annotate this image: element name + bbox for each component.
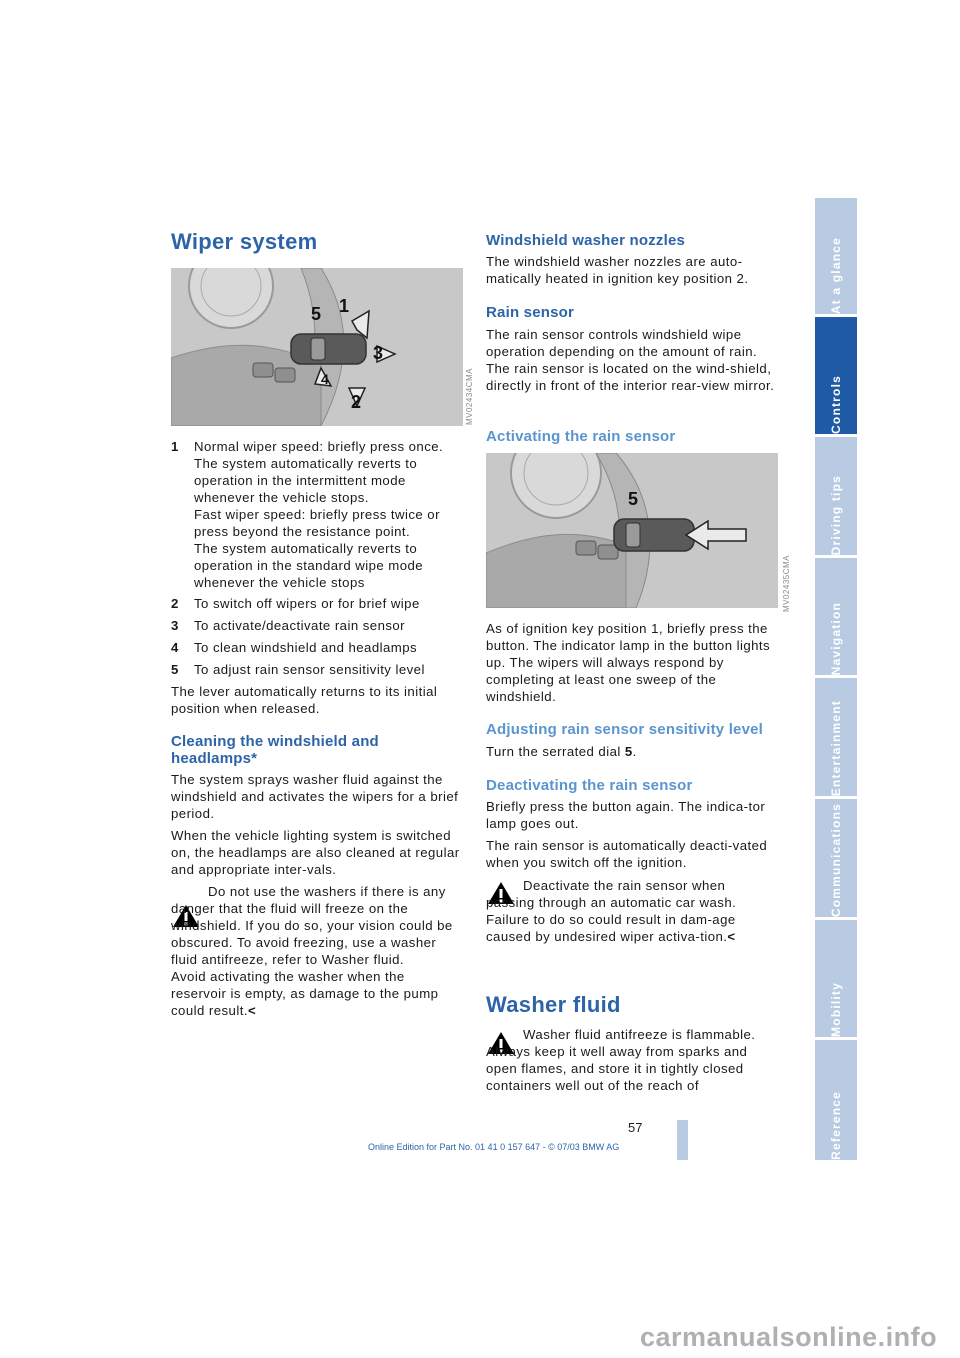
warning-flammable: Washer fluid antifreeze is flammable. Always keep it well away from sparks and open flames, and store it in tightly closed containers well out of the reach of: [486, 1027, 756, 1093]
list-item-number: 5: [171, 662, 179, 677]
activating-text: As of ignition key position 1, briefly press the button. The indicator lamp in the button lights up. The wipers will always respond by completing at least one sweep of the windshield.: [486, 621, 771, 704]
deactivating-paragraph-2: The rain sensor is automatically deacti-vated when you switch off the ignition.: [486, 838, 768, 870]
figure-code: MV02434CMA: [465, 368, 474, 426]
figure-label-1: 1: [339, 296, 350, 316]
figure-label-2: 2: [351, 392, 362, 412]
adjusting-text-pre: Turn the serrated dial: [486, 744, 625, 759]
tab-label: Mobility: [829, 982, 843, 1037]
deactivating-heading: Deactivating the rain sensor: [486, 777, 693, 794]
list-item: [171, 438, 463, 591]
tab-driving-tips[interactable]: [815, 437, 857, 555]
tab-communications[interactable]: [815, 799, 857, 917]
list-item-number: 1: [171, 439, 179, 454]
section-title-wiper-system: Wiper system: [171, 229, 318, 254]
section-title-washer-fluid: Washer fluid: [486, 992, 621, 1017]
rain-sensor-figure: [486, 453, 778, 608]
rain-sensor-heading: Rain sensor: [486, 304, 575, 321]
page-number-bar: [677, 1120, 688, 1160]
adjusting-text: [486, 743, 778, 760]
tab-label: Driving tips: [829, 474, 843, 555]
warning-washer-freeze-text: Do not use the washers if there is any danger that the fluid will freeze on the windshield. If you do so, your vision could be obscured. To avoid freezing, use a washer fluid antifreeze, refer to Washer fluid. Avoid activating the washer when the reservoir is empty, as damage to the pump could result.: [171, 884, 453, 1018]
list-item-number: 2: [171, 596, 179, 611]
tab-label: Communications: [829, 802, 843, 917]
warning-car-wash: [486, 877, 778, 945]
tab-at-a-glance[interactable]: [815, 198, 857, 314]
tab-controls[interactable]: [815, 317, 857, 434]
list-item: [171, 661, 463, 678]
page-number: 57: [628, 1120, 643, 1135]
cleaning-paragraph-2: When the vehicle lighting system is switched on, the headlamps are also cleaned at regular and appropriate inter-vals.: [171, 828, 460, 877]
tab-label: At a glance: [829, 236, 843, 314]
warning-washer-freeze: [171, 883, 463, 1019]
adjusting-heading: Adjusting rain sensor sensitivity level: [486, 721, 764, 738]
figure-label-5: 5: [311, 304, 322, 324]
tab-entertainment[interactable]: [815, 678, 857, 796]
list-item-number: 3: [171, 618, 179, 633]
figure-label-5: 5: [628, 489, 639, 509]
tab-reference[interactable]: [815, 1040, 857, 1160]
tab-label: Controls: [829, 375, 843, 434]
list-item-text: Normal wiper speed: briefly press once. The system automatically reverts to operation in the intermittent mode whenever the vehicle stops. Fast wiper speed: briefly press twice or press beyond the resistance point. The system automatically reverts to operation in the standard wipe mode whenever the vehicle stops: [194, 439, 444, 590]
nozzles-text: The windshield washer nozzles are auto-matically heated in ignition key position 2.: [486, 254, 749, 286]
list-item-text: To activate/deactivate rain sensor: [194, 618, 406, 633]
figure-code: MV02435CMA: [782, 555, 791, 613]
tab-label: Reference: [829, 1091, 843, 1160]
warning-car-wash-text: Deactivate the rain sensor when passing through an automatic car wash. Failure to do so could result in dam-age caused by undesired wiper activa-tion.: [486, 878, 737, 944]
lever-return-text: The lever automatically returns to its initial position when released.: [171, 684, 438, 716]
rain-sensor-illustration: [486, 453, 778, 608]
figure-label-4: 4: [321, 371, 329, 387]
tab-mobility[interactable]: [815, 920, 857, 1037]
watermark: carmanualsonline.info: [640, 1322, 938, 1352]
list-item-text: To switch off wipers or for brief wipe: [194, 596, 420, 611]
tab-navigation[interactable]: [815, 558, 857, 675]
tab-label: Navigation: [829, 601, 843, 675]
list-item-number: 4: [171, 640, 179, 655]
list-item: [171, 595, 463, 612]
footer-text: Online Edition for Part No. 01 41 0 157 647 - © 07/03 BMW AG: [368, 1142, 620, 1152]
list-item: [171, 639, 463, 656]
cleaning-heading: Cleaning the windshield and headlamps*: [171, 733, 379, 767]
end-mark: <: [247, 1003, 257, 1018]
activating-heading: Activating the rain sensor: [486, 428, 676, 445]
chapter-tabs: [815, 198, 857, 1160]
cleaning-paragraph-1: The system sprays washer fluid against the windshield and activates the wipers for a brief period.: [171, 772, 459, 821]
nozzles-heading: Windshield washer nozzles: [486, 232, 686, 249]
list-item-text: To clean windshield and headlamps: [194, 640, 418, 655]
dial-number: 5: [624, 744, 633, 759]
deactivating-paragraph-1: Briefly press the button again. The indica-tor lamp goes out.: [486, 799, 766, 831]
figure-label-3: 3: [373, 343, 384, 363]
adjusting-text-post: .: [632, 744, 637, 759]
list-item-text: To adjust rain sensor sensitivity level: [194, 662, 425, 677]
wiper-lever-figure: [171, 268, 463, 426]
wiper-lever-illustration: [171, 268, 463, 426]
rain-sensor-text: The rain sensor controls windshield wipe operation depending on the amount of rain. The rain sensor is located on the wind-shield, directly in front of the interior rear-view mirror.: [486, 327, 775, 393]
end-mark: <: [727, 929, 736, 944]
tab-label: Entertainment: [829, 699, 843, 796]
list-item: [171, 617, 463, 634]
